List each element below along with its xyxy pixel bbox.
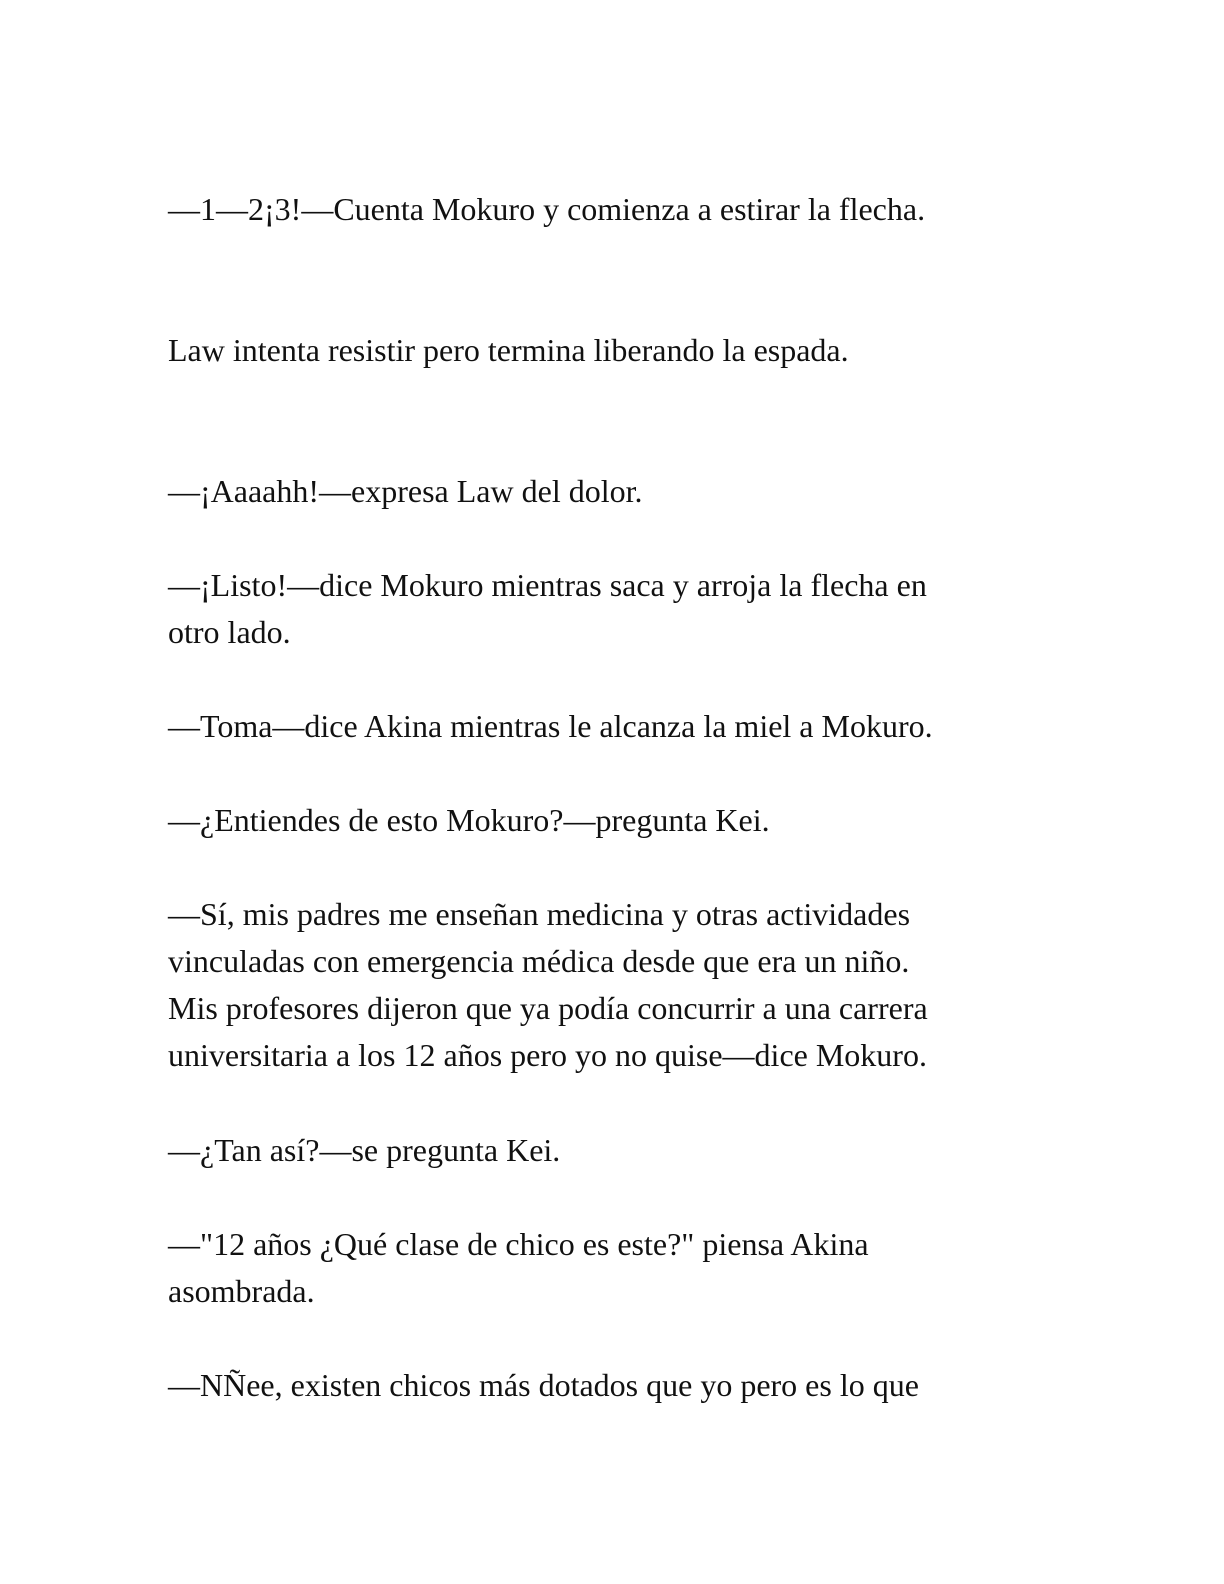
text-line: —"12 años ¿Qué clase de chico es este?" piensa Akina xyxy=(168,1226,869,1262)
paragraph-6 xyxy=(168,797,1048,844)
paragraph-9 xyxy=(168,1221,1048,1315)
text-line: otro lado. xyxy=(168,614,291,650)
paragraph-8 xyxy=(168,1127,1048,1174)
paragraph-4 xyxy=(168,562,1048,656)
text-line: —NÑee, existen chicos más dotados que yo pero es lo que xyxy=(168,1367,919,1403)
text-line: Law intenta resistir pero termina liberando la espada. xyxy=(168,332,849,368)
text-line: —Sí, mis padres me enseñan medicina y otras actividades xyxy=(168,896,911,932)
text-line: —¿Entiendes de esto Mokuro?—pregunta Kei. xyxy=(168,802,770,838)
text-line: Mis profesores dijeron que ya podía concurrir a una carrera xyxy=(168,990,928,1026)
paragraph-2 xyxy=(168,327,1048,374)
text-line: —¡Aaaahh!—expresa Law del dolor. xyxy=(168,473,643,509)
text-line: —1—2¡3!—Cuenta Mokuro y comienza a estirar la flecha. xyxy=(168,191,926,227)
text-line: universitaria a los 12 años pero yo no quise—dice Mokuro. xyxy=(168,1037,927,1073)
paragraph-5 xyxy=(168,703,1048,750)
text-line: —Toma—dice Akina mientras le alcanza la miel a Mokuro. xyxy=(168,708,933,744)
paragraph-3 xyxy=(168,468,1048,515)
paragraph-7 xyxy=(168,891,1048,1079)
paragraph-10 xyxy=(168,1362,1048,1409)
text-line: —¡Listo!—dice Mokuro mientras saca y arroja la flecha en xyxy=(168,567,927,603)
text-line: —¿Tan así?—se pregunta Kei. xyxy=(168,1132,561,1168)
text-line: vinculadas con emergencia médica desde que era un niño. xyxy=(168,943,910,979)
text-line: asombrada. xyxy=(168,1273,315,1309)
paragraph-1 xyxy=(168,186,1048,233)
